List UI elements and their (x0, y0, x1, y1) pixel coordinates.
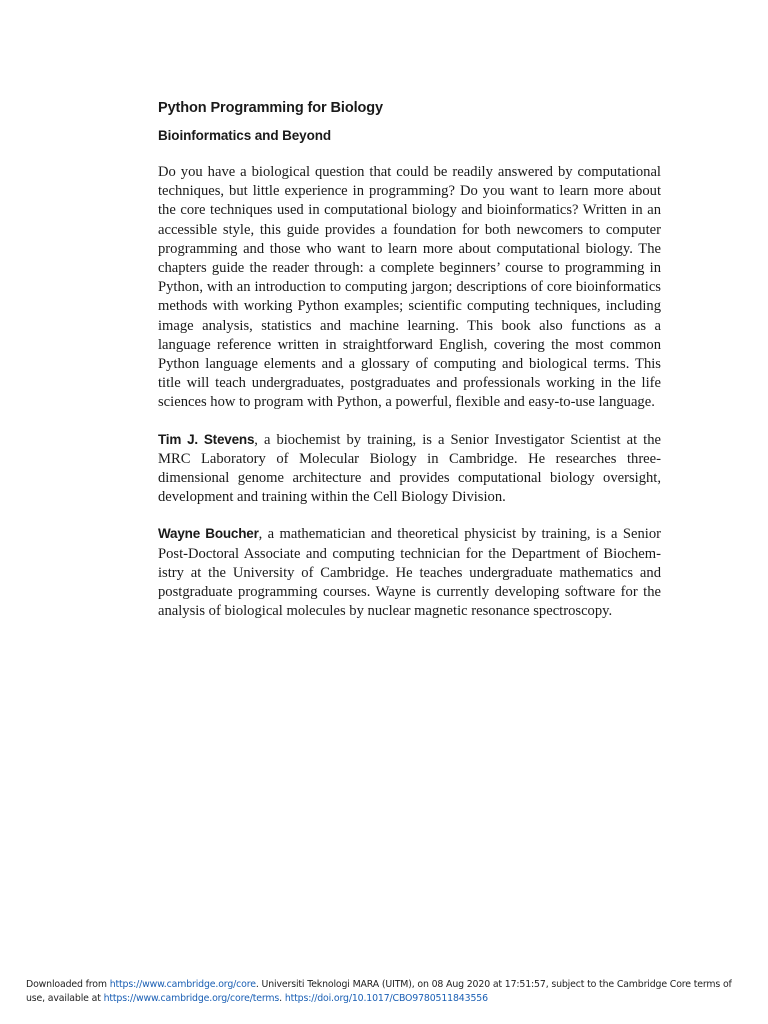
download-footer (26, 978, 746, 1006)
book-description: Do you have a biological question that could be readily answered by computational techniques, but little experience in programming? Do you want to learn more about the core techniques used in computational biology and bioinformatics? Written in an accessible style, this guide provides a foundation for both newcomers to computer programming and those who want to learn more about computational biology. The chapters guide the reader through: a complete beginners’ course to programming in Python, with an introduction to computing jargon; descriptions of core bioinformatics methods with working Python examples; scientific computing techniques, including image analysis, statistics and machine learning. This book also functions as a language reference written in straightforward English, covering the most common Python language elements and a glossary of computing and biological terms. This title will teach undergraduates, postgraduates and professionals working in the life sciences how to program with Python, a powerful, flexible and easy-to-use language. (158, 164, 661, 411)
footer-prefix: Downloaded from (26, 979, 110, 990)
author-bio-text: , a mathematician and theoretical physicist by training, is a Senior Post-Doctoral Associate and computing technician for the Department of Biochemistry at the University of Cambridge. He teaches undergraduate mathematics and postgraduate programming courses. Wayne is currently developing software for the analysis of biological molecules by nuclear magnetic resonance spectroscopy. (158, 526, 661, 620)
author-name: Wayne Boucher (158, 526, 259, 542)
author-bio-boucher (158, 524, 661, 621)
author-name: Tim J. Stevens (158, 431, 255, 447)
footer-separator: . (279, 993, 285, 1004)
doi-link[interactable]: https://doi.org/10.1017/CBO9780511843556 (284, 993, 488, 1004)
terms-link[interactable]: https://www.cambridge.org/core/terms (103, 993, 280, 1004)
footer-middle: . Universiti Teknologi MARA (UITM), on 08 Aug 2020 at 17:51:57, subject to the Cambridge Core terms of use, available at (26, 979, 732, 1004)
cambridge-core-link[interactable]: https://www.cambridge.org/core (109, 979, 256, 990)
book-title: Python Programming for Biology (158, 100, 383, 116)
author-bio-text: , a biochemist by training, is a Senior Investigator Scientist at the MRC Laboratory of Molecular Biology in Cambridge. He researches three-dimensional genome architecture and provides computational biology oversight, development and training within the Cell Biology Division. (158, 431, 662, 506)
book-page (158, 98, 661, 621)
book-subtitle: Bioinformatics and Beyond (158, 128, 332, 143)
author-bio-stevens (158, 430, 661, 508)
